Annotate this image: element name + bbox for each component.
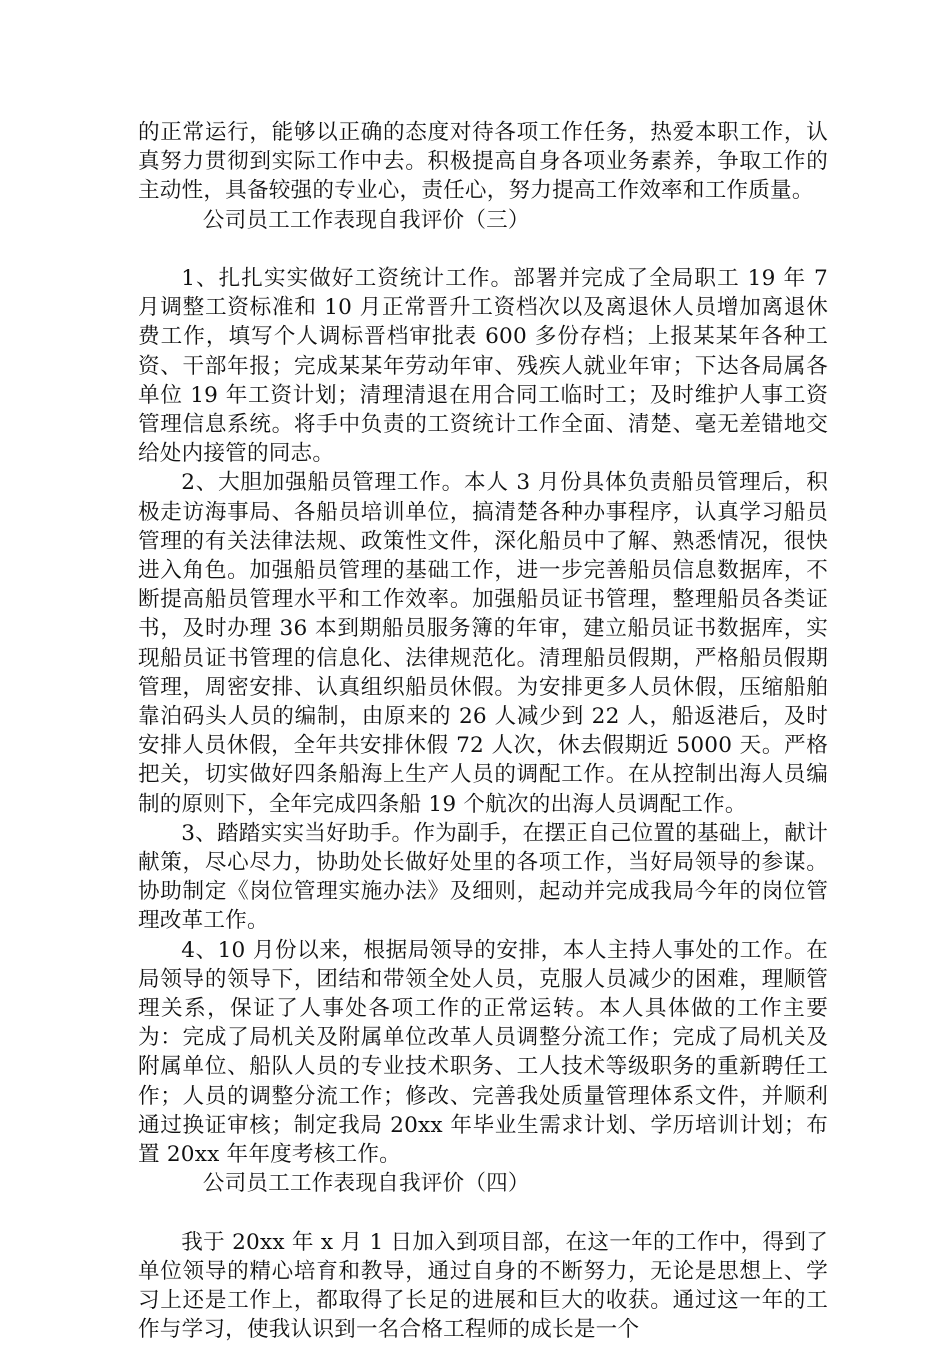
paragraph-item-2: 2、大胆加强船员管理工作。本人 3 月份具体负责船员管理后，积极走访海事局、各船员培训单位，搞清楚各种办事程序，认真学习船员管理的有关法律法规、政策性文件，深化船员中了解、熟悉情况，很快进入角色。加强船员管理的基础工作，进一步完善船员信息数据库，不断提高船员管理水平和工作效率。加强船员证书管理，整理船员各类证书，及时办理 36 本到期船员服务簿的年审，建立船员证书数据库，实现船员证书管理的信息化、法律规范化。清理船员假期，严格船员假期管理，周密安排、认真组织船员休假。为安排更多人员休假，压缩船舶靠泊码头人员的编制，由原来的 26 人减少到 22 人，船返港后，及时安排人员休假，全年共安排休假 72 人次，休去假期近 5000 天。严格把关，切实做好四条船海上生产人员的调配工作。在从控制出海人员编制的原则下，全年完成四条船 19 个航次的出海人员调配工作。 bbox=[138, 470, 828, 817]
blank-line bbox=[138, 235, 828, 264]
blank-line bbox=[138, 1199, 828, 1228]
paragraph-section-four-intro: 我于 20xx 年 x 月 1 日加入到项目部，在这一年的工作中，得到了单位领导的精心培育和教导，通过自身的不断努力，无论是思想上、学习上还是工作上，都取得了长足的进展和巨大的收获。通过这一年的工作与学习，使我认识到一名合格工程师的成长是一个 bbox=[138, 1229, 828, 1343]
paragraph-item-4: 4、10 月份以来，根据局领导的安排，本人主持人事处的工作。在局领导的领导下，团结和带领全处人员，克服人员减少的困难，理顺管理关系，保证了人事处各项工作的正常运转。本人具体做的工作主要为：完成了局机关及附属单位改革人员调整分流工作；完成了局机关及附属单位、船队人员的专业技术职务、工人技术等级职务的重新聘任工作；人员的调整分流工作；修改、完善我处质量管理体系文件，并顺利通过换证审核；制定我局 20xx 年毕业生需求计划、学历培训计划；布置 20xx 年年度考核工作。 bbox=[138, 937, 828, 1168]
paragraph-opening-continuation: 的正常运行，能够以正确的态度对待各项工作任务，热爱本职工作，认真努力贯彻到实际工作中去。积极提高自身各项业务素养，争取工作的主动性，具备较强的专业心，责任心，努力提高工作效率和工作质量。 bbox=[138, 120, 828, 204]
section-heading-four: 公司员工工作表现自我评价（四） bbox=[202, 1171, 530, 1197]
section-heading-three: 公司员工工作表现自我评价（三） bbox=[202, 207, 530, 233]
paragraph-item-3: 3、踏踏实实当好助手。作为副手，在摆正自己位置的基础上，献计献策，尽心尽力，协助处长做好处里的各项工作，当好局领导的参谋。协助制定《岗位管理实施办法》及细则，起动并完成我局今年的岗位管理改革工作。 bbox=[138, 820, 828, 934]
document-body bbox=[138, 118, 828, 1345]
paragraph-item-1: 1、扎扎实实做好工资统计工作。部署并完成了全局职工 19 年 7 月调整工资标准和 10 月正常晋升工资档次以及离退休人员增加离退休费工作，填写个人调标晋档审批表 600 多份存档；上报某某年各种工资、干部年报；完成某某年劳动年审、残疾人就业年审；下达各局属各单位 19 年工资计划；清理清退在用合同工临时工；及时维护人事工资管理信息系统。将手中负责的工资统计工作全面、清楚、毫无差错地交给处内接管的同志。 bbox=[138, 266, 828, 467]
